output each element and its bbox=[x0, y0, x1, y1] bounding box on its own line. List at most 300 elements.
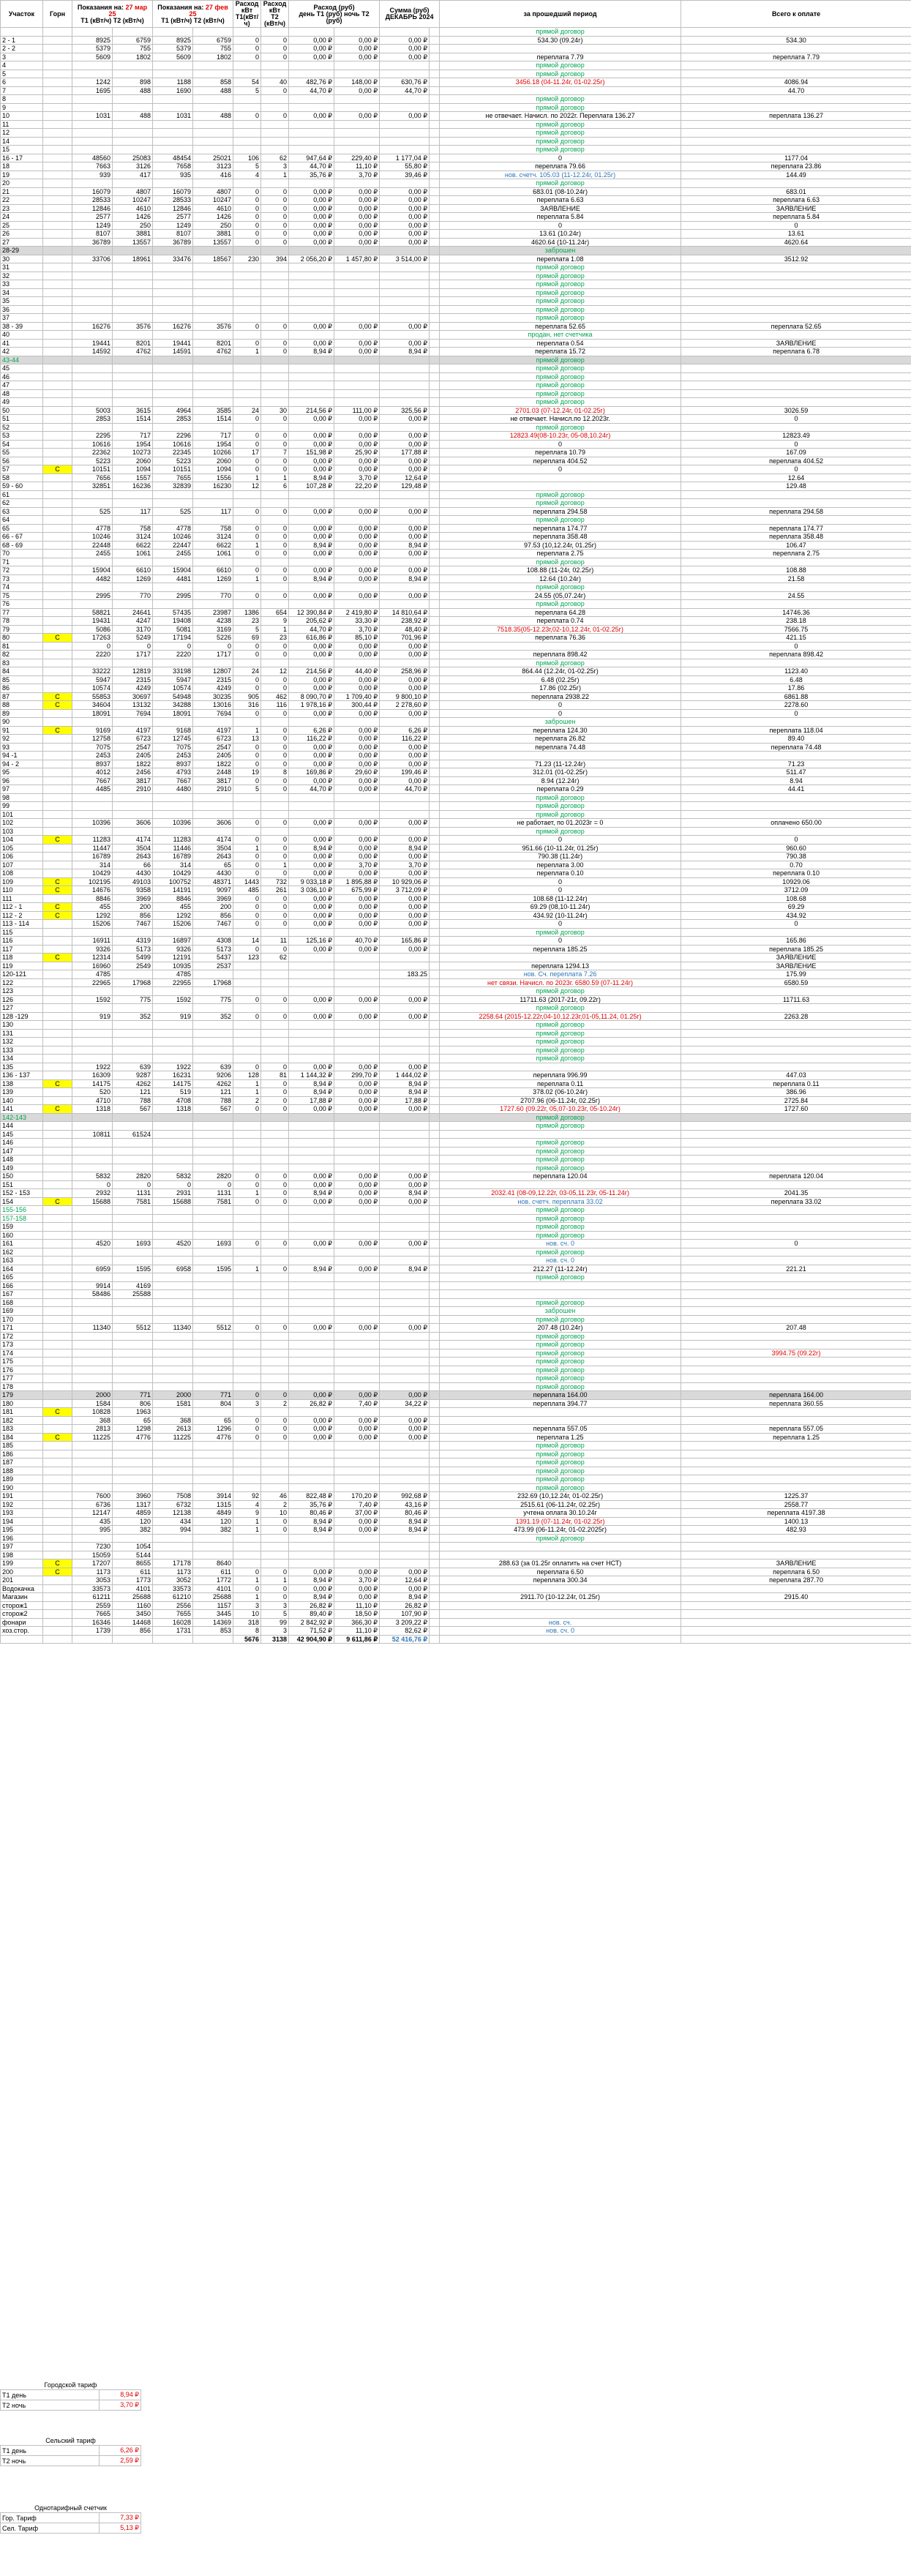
cell-cost-night[interactable]: 0,00 ₽ bbox=[334, 776, 380, 785]
cell-t2-prev[interactable]: 8640 bbox=[193, 1560, 233, 1568]
cell-plot[interactable]: 79 bbox=[1, 625, 43, 634]
cell-t2-prev[interactable]: 1954 bbox=[193, 440, 233, 449]
cell-t2-prev[interactable]: 639 bbox=[193, 1063, 233, 1071]
cell-prev-period[interactable]: переплата 0.11 bbox=[440, 1079, 681, 1088]
cell-t2-now[interactable]: 717 bbox=[113, 432, 153, 441]
cell-usage-t1[interactable] bbox=[233, 272, 261, 280]
cell-street[interactable] bbox=[43, 566, 72, 575]
cell-sum[interactable] bbox=[380, 1408, 430, 1417]
cell-usage-t2[interactable]: 0 bbox=[261, 760, 289, 768]
cell-usage-t2[interactable]: 2 bbox=[261, 1500, 289, 1509]
cell-plot[interactable]: 90 bbox=[1, 718, 43, 727]
cell-usage-t1[interactable] bbox=[233, 1450, 261, 1459]
cell-t1-prev[interactable]: 2296 bbox=[153, 432, 193, 441]
cell-prev-period[interactable]: 108.88 (11-24г, 02.25г) bbox=[440, 566, 681, 575]
cell-cost-day[interactable]: 2 056,20 ₽ bbox=[289, 255, 334, 263]
cell-plot[interactable]: 31 bbox=[1, 263, 43, 272]
cell-flag[interactable] bbox=[430, 819, 440, 828]
cell-street[interactable] bbox=[43, 1164, 72, 1172]
cell-t1-prev[interactable]: 11340 bbox=[153, 1324, 193, 1333]
cell-t1-prev[interactable] bbox=[153, 305, 193, 314]
cell-t1-prev[interactable] bbox=[153, 272, 193, 280]
cell-t2-now[interactable]: 488 bbox=[113, 86, 153, 95]
cell-sum[interactable] bbox=[380, 600, 430, 609]
cell-cost-day[interactable] bbox=[289, 516, 334, 525]
cell-cost-day[interactable] bbox=[289, 490, 334, 499]
cell-prev-period[interactable]: 232.69 (10,12.24г, 01-02.25г) bbox=[440, 1492, 681, 1501]
cell-flag[interactable] bbox=[430, 1467, 440, 1475]
cell-street[interactable] bbox=[43, 1096, 72, 1105]
cell-t1-now[interactable] bbox=[72, 1021, 113, 1030]
cell-t1-prev[interactable] bbox=[153, 1139, 193, 1147]
cell-t1-prev[interactable]: 9168 bbox=[153, 726, 193, 735]
cell-flag[interactable] bbox=[430, 162, 440, 171]
cell-usage-t2[interactable] bbox=[261, 516, 289, 525]
cell-usage-t1[interactable]: 8 bbox=[233, 1627, 261, 1636]
cell-t1-prev[interactable] bbox=[153, 28, 193, 37]
cell-street[interactable] bbox=[43, 810, 72, 819]
cell-plot[interactable]: 109 bbox=[1, 877, 43, 886]
cell-plot[interactable]: 149 bbox=[1, 1164, 43, 1172]
cell-usage-t2[interactable]: 0 bbox=[261, 1593, 289, 1602]
cell-t2-now[interactable] bbox=[113, 247, 153, 255]
cell-flag[interactable] bbox=[430, 86, 440, 95]
cell-prev-period[interactable]: 0 bbox=[440, 465, 681, 474]
cell-total[interactable]: переплата 0.10 bbox=[681, 869, 911, 878]
cell-t2-now[interactable] bbox=[113, 146, 153, 154]
cell-cost-night[interactable] bbox=[334, 398, 380, 407]
cell-t1-prev[interactable] bbox=[153, 1122, 193, 1131]
cell-t1-prev[interactable]: 519 bbox=[153, 1088, 193, 1097]
cell-t2-prev[interactable]: 25021 bbox=[193, 154, 233, 162]
cell-street[interactable]: C bbox=[43, 886, 72, 895]
cell-total[interactable]: ЗАЯВЛЕНИЕ bbox=[681, 962, 911, 970]
cell-sum[interactable]: 1 177,04 ₽ bbox=[380, 154, 430, 162]
cell-total[interactable]: 0 bbox=[681, 836, 911, 845]
cell-sum[interactable]: 0,00 ₽ bbox=[380, 1063, 430, 1071]
cell-cost-day[interactable] bbox=[289, 1374, 334, 1383]
cell-sum[interactable]: 8,94 ₽ bbox=[380, 574, 430, 583]
cell-street[interactable] bbox=[43, 247, 72, 255]
cell-usage-t2[interactable]: 3 bbox=[261, 1601, 289, 1610]
cell-usage-t2[interactable] bbox=[261, 1349, 289, 1358]
cell-sum[interactable]: 0,00 ₽ bbox=[380, 432, 430, 441]
cell-usage-t1[interactable] bbox=[233, 970, 261, 979]
cell-flag[interactable] bbox=[430, 583, 440, 592]
cell-sum[interactable]: 48,40 ₽ bbox=[380, 625, 430, 634]
cell-prev-period[interactable]: прямой договор bbox=[440, 1021, 681, 1030]
cell-usage-t1[interactable] bbox=[233, 1122, 261, 1131]
cell-cost-night[interactable]: 18,50 ₽ bbox=[334, 1610, 380, 1619]
cell-flag[interactable] bbox=[430, 1534, 440, 1543]
cell-total[interactable]: переплата 174.77 bbox=[681, 524, 911, 533]
cell-usage-t2[interactable]: 0 bbox=[261, 440, 289, 449]
cell-street[interactable] bbox=[43, 162, 72, 171]
cell-cost-day[interactable]: 0,00 ₽ bbox=[289, 507, 334, 516]
cell-prev-period[interactable] bbox=[440, 86, 681, 95]
cell-t2-now[interactable] bbox=[113, 314, 153, 323]
cell-cost-night[interactable]: 0,00 ₽ bbox=[334, 322, 380, 331]
cell-t1-prev[interactable] bbox=[153, 1231, 193, 1240]
cell-street[interactable] bbox=[43, 1156, 72, 1164]
cell-usage-t1[interactable]: 0 bbox=[233, 507, 261, 516]
cell-t2-prev[interactable]: 3881 bbox=[193, 230, 233, 239]
cell-street[interactable] bbox=[43, 718, 72, 727]
cell-street[interactable] bbox=[43, 1029, 72, 1038]
cell-usage-t1[interactable]: 10 bbox=[233, 1610, 261, 1619]
cell-cost-day[interactable]: 0,00 ₽ bbox=[289, 322, 334, 331]
cell-plot[interactable]: 24 bbox=[1, 213, 43, 222]
cell-prev-period[interactable]: 951.66 (10-11.24г, 01.25г) bbox=[440, 844, 681, 853]
cell-prev-period[interactable]: 0 bbox=[440, 221, 681, 230]
cell-t2-now[interactable]: 3450 bbox=[113, 1610, 153, 1619]
cell-t2-now[interactable]: 1822 bbox=[113, 760, 153, 768]
cell-t2-now[interactable] bbox=[113, 928, 153, 937]
cell-prev-period[interactable]: 1727.60 (09.22г, 05,07-10.23г, 05-10.24г) bbox=[440, 1105, 681, 1114]
cell-usage-t1[interactable]: 0 bbox=[233, 869, 261, 878]
cell-prev-period[interactable]: нов. Сч. переплата 7.26 bbox=[440, 970, 681, 979]
rural-t2-value[interactable]: 2,59 ₽ bbox=[100, 2456, 141, 2466]
cell-usage-t1[interactable]: 0 bbox=[233, 1197, 261, 1206]
cell-plot[interactable]: 73 bbox=[1, 574, 43, 583]
cell-total[interactable] bbox=[681, 103, 911, 112]
cell-plot[interactable]: 5 bbox=[1, 70, 43, 78]
cell-cost-night[interactable]: 0,00 ₽ bbox=[334, 53, 380, 61]
cell-cost-night[interactable] bbox=[334, 1206, 380, 1215]
cell-cost-day[interactable]: 8,94 ₽ bbox=[289, 473, 334, 482]
cell-street[interactable] bbox=[43, 1315, 72, 1324]
cell-t1-now[interactable]: 7663 bbox=[72, 162, 113, 171]
cell-total[interactable] bbox=[681, 810, 911, 819]
cell-t1-prev[interactable]: 16028 bbox=[153, 1618, 193, 1627]
cell-flag[interactable] bbox=[430, 802, 440, 811]
cell-t2-prev[interactable]: 6723 bbox=[193, 735, 233, 744]
cell-usage-t2[interactable]: 0 bbox=[261, 1526, 289, 1535]
cell-usage-t2[interactable]: 40 bbox=[261, 78, 289, 87]
cell-t2-now[interactable]: 417 bbox=[113, 171, 153, 179]
cell-t1-prev[interactable]: 28533 bbox=[153, 196, 193, 205]
cell-sum[interactable]: 0,00 ₽ bbox=[380, 995, 430, 1004]
cell-cost-day[interactable]: 125,16 ₽ bbox=[289, 937, 334, 946]
cell-cost-day[interactable]: 0,00 ₽ bbox=[289, 1416, 334, 1425]
cell-t2-now[interactable]: 567 bbox=[113, 1105, 153, 1114]
rural-t2-label[interactable]: Т2 ночь bbox=[1, 2456, 100, 2466]
cell-t2-prev[interactable] bbox=[193, 1332, 233, 1341]
cell-usage-t1[interactable] bbox=[233, 398, 261, 407]
cell-flag[interactable] bbox=[430, 894, 440, 903]
cell-t1-prev[interactable]: 10151 bbox=[153, 465, 193, 474]
cell-cost-night[interactable] bbox=[334, 1290, 380, 1299]
cell-plot[interactable]: 20 bbox=[1, 179, 43, 188]
cell-plot[interactable]: 122 bbox=[1, 978, 43, 987]
cell-usage-t1[interactable] bbox=[233, 1551, 261, 1560]
cell-prev-period[interactable]: прямой договор bbox=[440, 1223, 681, 1232]
cell-street[interactable] bbox=[43, 364, 72, 373]
cell-prev-period[interactable]: нет связи. Начисл. по 2023г. 6580.59 (07-11.24г) bbox=[440, 978, 681, 987]
cell-usage-t2[interactable]: 0 bbox=[261, 903, 289, 912]
cell-total[interactable] bbox=[681, 389, 911, 398]
cell-sum[interactable]: 0,00 ₽ bbox=[380, 853, 430, 861]
cell-t2-prev[interactable] bbox=[193, 583, 233, 592]
cell-flag[interactable] bbox=[430, 1046, 440, 1055]
cell-flag[interactable] bbox=[430, 1164, 440, 1172]
cell-t2-now[interactable]: 0 bbox=[113, 642, 153, 651]
cell-total[interactable] bbox=[681, 1341, 911, 1349]
cell-plot[interactable]: 157-158 bbox=[1, 1214, 43, 1223]
cell-street[interactable] bbox=[43, 827, 72, 836]
cell-sum[interactable] bbox=[380, 718, 430, 727]
cell-plot[interactable]: 146 bbox=[1, 1139, 43, 1147]
cell-prev-period[interactable]: переплата 3.00 bbox=[440, 861, 681, 869]
cell-cost-day[interactable]: 0,00 ₽ bbox=[289, 533, 334, 542]
cell-t1-now[interactable]: 34604 bbox=[72, 701, 113, 710]
cell-t2-now[interactable]: 9358 bbox=[113, 886, 153, 895]
header-usage-t1[interactable] bbox=[233, 1, 261, 28]
cell-cost-day[interactable] bbox=[289, 1332, 334, 1341]
cell-total[interactable]: переплата 6.63 bbox=[681, 196, 911, 205]
cell-t2-now[interactable] bbox=[113, 1442, 153, 1450]
cell-t2-prev[interactable]: 1131 bbox=[193, 1189, 233, 1198]
cell-t2-prev[interactable]: 65 bbox=[193, 861, 233, 869]
cell-total[interactable] bbox=[681, 272, 911, 280]
cell-street[interactable]: C bbox=[43, 692, 72, 701]
cell-usage-t1[interactable]: 1 bbox=[233, 1517, 261, 1526]
cell-plot[interactable]: 120-121 bbox=[1, 970, 43, 979]
cell-cost-night[interactable]: 0,00 ₽ bbox=[334, 760, 380, 768]
cell-cost-night[interactable]: 3,70 ₽ bbox=[334, 625, 380, 634]
cell-usage-t2[interactable]: 3138 bbox=[261, 1635, 289, 1644]
cell-t1-now[interactable] bbox=[72, 70, 113, 78]
cell-t2-now[interactable]: 6759 bbox=[113, 36, 153, 45]
cell-sum[interactable] bbox=[380, 810, 430, 819]
cell-flag[interactable] bbox=[430, 465, 440, 474]
cell-usage-t1[interactable]: 128 bbox=[233, 1071, 261, 1080]
cell-t2-now[interactable] bbox=[113, 1450, 153, 1459]
cell-t1-now[interactable]: 0 bbox=[72, 1180, 113, 1189]
cell-prev-period[interactable]: переплата 52.65 bbox=[440, 322, 681, 331]
cell-cost-night[interactable]: 0,00 ₽ bbox=[334, 1088, 380, 1097]
cell-plot[interactable]: 151 bbox=[1, 1180, 43, 1189]
cell-cost-day[interactable]: 0,00 ₽ bbox=[289, 1324, 334, 1333]
cell-cost-night[interactable] bbox=[334, 280, 380, 289]
cell-plot[interactable]: 144 bbox=[1, 1122, 43, 1131]
cell-cost-night[interactable]: 0,00 ₽ bbox=[334, 1012, 380, 1021]
cell-t1-prev[interactable]: 11283 bbox=[153, 836, 193, 845]
cell-cost-day[interactable] bbox=[289, 928, 334, 937]
cell-t2-now[interactable]: 1061 bbox=[113, 550, 153, 558]
cell-t2-prev[interactable] bbox=[193, 95, 233, 104]
cell-sum[interactable]: 107,90 ₽ bbox=[380, 1610, 430, 1619]
header-street[interactable]: Горн bbox=[43, 1, 72, 28]
cell-t2-now[interactable]: 4319 bbox=[113, 937, 153, 946]
cell-usage-t1[interactable]: 1386 bbox=[233, 608, 261, 617]
cell-total[interactable]: 12823.49 bbox=[681, 432, 911, 441]
cell-street[interactable] bbox=[43, 651, 72, 659]
cell-cost-night[interactable]: 0,00 ₽ bbox=[334, 415, 380, 424]
cell-cost-night[interactable] bbox=[334, 1374, 380, 1383]
cell-usage-t2[interactable]: 0 bbox=[261, 1568, 289, 1576]
cell-street[interactable] bbox=[43, 1122, 72, 1131]
cell-cost-day[interactable]: 0,00 ₽ bbox=[289, 1197, 334, 1206]
cell-t1-prev[interactable]: 14175 bbox=[153, 1079, 193, 1088]
cell-total[interactable] bbox=[681, 1534, 911, 1543]
cell-prev-period[interactable]: прямой договор bbox=[440, 1029, 681, 1038]
cell-t1-prev[interactable] bbox=[153, 288, 193, 297]
cell-t1-now[interactable]: 16309 bbox=[72, 1071, 113, 1080]
cell-t1-prev[interactable]: 3052 bbox=[153, 1576, 193, 1585]
cell-flag[interactable] bbox=[430, 1223, 440, 1232]
cell-plot[interactable]: 4 bbox=[1, 61, 43, 70]
cell-t1-now[interactable]: 22448 bbox=[72, 541, 113, 550]
cell-cost-night[interactable]: 0,00 ₽ bbox=[334, 213, 380, 222]
cell-t1-prev[interactable]: 15206 bbox=[153, 920, 193, 929]
cell-t2-now[interactable]: 352 bbox=[113, 1012, 153, 1021]
cell-usage-t2[interactable] bbox=[261, 1475, 289, 1484]
cell-t2-now[interactable]: 4247 bbox=[113, 617, 153, 626]
cell-plot[interactable]: 181 bbox=[1, 1408, 43, 1417]
cell-cost-day[interactable]: 0,00 ₽ bbox=[289, 566, 334, 575]
cell-prev-period[interactable]: прямой договор bbox=[440, 1332, 681, 1341]
cell-t1-prev[interactable]: 22447 bbox=[153, 541, 193, 550]
cell-total[interactable] bbox=[681, 928, 911, 937]
cell-t1-prev[interactable] bbox=[153, 1483, 193, 1492]
cell-total[interactable] bbox=[681, 1366, 911, 1374]
cell-usage-t2[interactable] bbox=[261, 1459, 289, 1467]
cell-t1-prev[interactable]: 8107 bbox=[153, 230, 193, 239]
cell-prev-period[interactable]: 11711.63 (2017-21г, 09.22г) bbox=[440, 995, 681, 1004]
cell-total[interactable]: 14746.36 bbox=[681, 608, 911, 617]
cell-t2-prev[interactable]: 200 bbox=[193, 903, 233, 912]
cell-street[interactable] bbox=[43, 348, 72, 356]
cell-sum[interactable] bbox=[380, 70, 430, 78]
cell-cost-day[interactable] bbox=[289, 1315, 334, 1324]
cell-total[interactable] bbox=[681, 129, 911, 138]
cell-prev-period[interactable]: переплата 120.04 bbox=[440, 1172, 681, 1181]
cell-t1-prev[interactable]: 4785 bbox=[153, 970, 193, 979]
cell-t1-prev[interactable]: 16276 bbox=[153, 322, 193, 331]
cell-t1-now[interactable]: 4485 bbox=[72, 785, 113, 794]
cell-total[interactable] bbox=[681, 1046, 911, 1055]
cell-usage-t2[interactable]: 0 bbox=[261, 230, 289, 239]
cell-t1-prev[interactable] bbox=[153, 70, 193, 78]
cell-t1-now[interactable] bbox=[72, 372, 113, 381]
cell-t2-now[interactable]: 250 bbox=[113, 221, 153, 230]
cell-cost-night[interactable]: 0,00 ₽ bbox=[334, 533, 380, 542]
cell-street[interactable] bbox=[43, 1012, 72, 1021]
cell-street[interactable] bbox=[43, 1172, 72, 1181]
cell-t1-prev[interactable] bbox=[153, 659, 193, 667]
cell-cost-day[interactable] bbox=[289, 280, 334, 289]
cell-t1-now[interactable]: 2295 bbox=[72, 432, 113, 441]
cell-street[interactable] bbox=[43, 1004, 72, 1013]
cell-cost-night[interactable] bbox=[334, 1459, 380, 1467]
cell-cost-night[interactable]: 0,00 ₽ bbox=[334, 230, 380, 239]
cell-usage-t1[interactable]: 14 bbox=[233, 937, 261, 946]
cell-sum[interactable] bbox=[380, 1055, 430, 1063]
cell-sum[interactable] bbox=[380, 146, 430, 154]
cell-t1-now[interactable] bbox=[72, 398, 113, 407]
cell-t2-now[interactable]: 4262 bbox=[113, 1079, 153, 1088]
single-rural-label[interactable]: Сел. Тариф bbox=[1, 2523, 100, 2534]
cell-prev-period[interactable] bbox=[440, 752, 681, 760]
cell-t2-prev[interactable]: 6622 bbox=[193, 541, 233, 550]
cell-prev-period[interactable]: 97.53 (10,12.24г, 01.25г) bbox=[440, 541, 681, 550]
cell-total[interactable] bbox=[681, 1231, 911, 1240]
cell-plot[interactable]: 159 bbox=[1, 1223, 43, 1232]
cell-usage-t2[interactable]: 0 bbox=[261, 1012, 289, 1021]
cell-usage-t2[interactable] bbox=[261, 1374, 289, 1383]
cell-sum[interactable]: 0,00 ₽ bbox=[380, 440, 430, 449]
cell-t1-prev[interactable] bbox=[153, 364, 193, 373]
cell-usage-t2[interactable] bbox=[261, 1038, 289, 1046]
cell-flag[interactable] bbox=[430, 415, 440, 424]
cell-total[interactable] bbox=[681, 1450, 911, 1459]
cell-t1-now[interactable] bbox=[72, 1298, 113, 1307]
cell-t1-prev[interactable]: 0 bbox=[153, 642, 193, 651]
cell-cost-day[interactable]: 0,00 ₽ bbox=[289, 1180, 334, 1189]
cell-prev-period[interactable]: прямой договор bbox=[440, 516, 681, 525]
cell-usage-t2[interactable] bbox=[261, 1281, 289, 1290]
cell-t2-prev[interactable]: 3445 bbox=[193, 1610, 233, 1619]
cell-t2-now[interactable]: 771 bbox=[113, 1391, 153, 1400]
cell-t2-now[interactable]: 2405 bbox=[113, 752, 153, 760]
cell-plot[interactable]: 200 bbox=[1, 1568, 43, 1576]
cell-plot[interactable]: 166 bbox=[1, 1281, 43, 1290]
cell-total[interactable]: переплата 557.05 bbox=[681, 1425, 911, 1434]
cell-cost-day[interactable]: 0,00 ₽ bbox=[289, 819, 334, 828]
cell-t1-prev[interactable]: 15904 bbox=[153, 566, 193, 575]
cell-total[interactable]: 3994.75 (09.22г) bbox=[681, 1349, 911, 1358]
cell-total[interactable] bbox=[681, 1467, 911, 1475]
cell-total[interactable]: оплачено 650.00 bbox=[681, 819, 911, 828]
cell-usage-t2[interactable]: 0 bbox=[261, 1096, 289, 1105]
cell-t1-now[interactable] bbox=[72, 1122, 113, 1131]
cell-sum[interactable] bbox=[380, 1281, 430, 1290]
cell-t1-now[interactable]: 1922 bbox=[72, 1063, 113, 1071]
cell-cost-day[interactable]: 8,94 ₽ bbox=[289, 348, 334, 356]
cell-sum[interactable] bbox=[380, 129, 430, 138]
cell-t1-prev[interactable] bbox=[153, 1366, 193, 1374]
cell-t1-prev[interactable] bbox=[153, 1055, 193, 1063]
cell-sum[interactable] bbox=[380, 1029, 430, 1038]
cell-cost-day[interactable]: 35,76 ₽ bbox=[289, 1500, 334, 1509]
cell-plot[interactable]: 161 bbox=[1, 1240, 43, 1248]
cell-usage-t1[interactable]: 5 bbox=[233, 625, 261, 634]
cell-plot[interactable]: 103 bbox=[1, 827, 43, 836]
cell-t2-now[interactable]: 1963 bbox=[113, 1408, 153, 1417]
cell-usage-t2[interactable]: 0 bbox=[261, 1517, 289, 1526]
cell-usage-t2[interactable]: 0 bbox=[261, 221, 289, 230]
cell-sum[interactable]: 0,00 ₽ bbox=[380, 322, 430, 331]
cell-prev-period[interactable]: переплата 557.05 bbox=[440, 1425, 681, 1434]
cell-flag[interactable] bbox=[430, 179, 440, 188]
cell-t1-now[interactable] bbox=[72, 1113, 113, 1122]
cell-t1-now[interactable]: 368 bbox=[72, 1416, 113, 1425]
cell-usage-t1[interactable] bbox=[233, 1046, 261, 1055]
cell-cost-day[interactable]: 0,00 ₽ bbox=[289, 911, 334, 920]
cell-street[interactable] bbox=[43, 331, 72, 340]
cell-cost-day[interactable]: 169,86 ₽ bbox=[289, 768, 334, 777]
cell-t2-now[interactable] bbox=[113, 70, 153, 78]
cell-sum[interactable]: 129,48 ₽ bbox=[380, 482, 430, 491]
cell-prev-period[interactable]: прямой договор bbox=[440, 372, 681, 381]
cell-sum[interactable]: 0,00 ₽ bbox=[380, 457, 430, 465]
cell-t1-now[interactable]: 5947 bbox=[72, 675, 113, 684]
cell-usage-t1[interactable]: 0 bbox=[233, 1063, 261, 1071]
cell-flag[interactable] bbox=[430, 1012, 440, 1021]
cell-t2-prev[interactable]: 611 bbox=[193, 1568, 233, 1576]
cell-flag[interactable] bbox=[430, 348, 440, 356]
